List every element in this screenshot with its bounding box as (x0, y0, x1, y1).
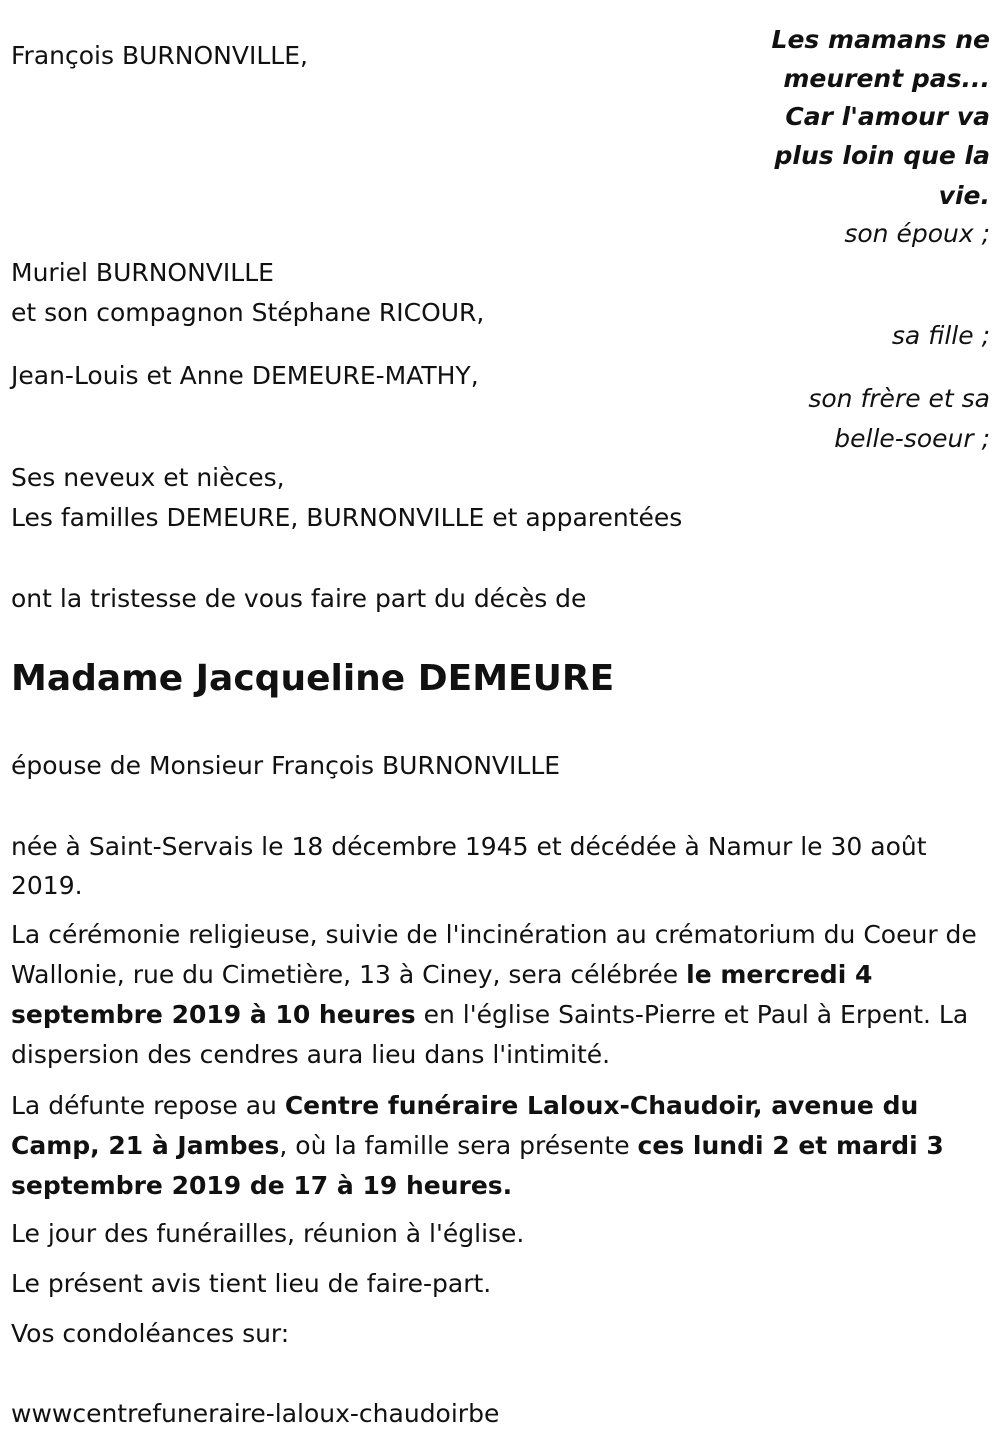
quote-line-3: Car l'amour va (785, 102, 990, 131)
funeral-day-note: Le jour des funérailles, réunion à l'église. (11, 1219, 525, 1248)
families: Les familles DEMEURE, BURNONVILLE et apparentées (11, 503, 683, 532)
brother-name: Jean-Louis et Anne DEMEURE-MATHY, (11, 361, 479, 390)
visitation-place: Centre funéraire Laloux-Chaudoir, avenue du Camp, 21 à Jambes (11, 1091, 919, 1160)
visitation-dates: ces lundi 2 et mardi 3 septembre 2019 de 17 à 19 heures. (11, 1131, 944, 1200)
spouse-name: François BURNONVILLE, (11, 41, 308, 70)
quote-line-2: meurent pas... (783, 64, 990, 93)
visitation-paragraph (11, 1086, 986, 1206)
brother-relation-line-1: son frère et sa (808, 384, 990, 413)
visitation-text-1: La défunte repose au (11, 1091, 285, 1120)
condolences-website: wwwcentrefuneraire-laloux-chaudoirbe (11, 1399, 500, 1428)
quote-line-4: plus loin que la (774, 141, 990, 170)
notice-note: Le présent avis tient lieu de faire-part. (11, 1269, 492, 1298)
daughter-name: Muriel BURNONVILLE (11, 258, 274, 287)
ceremony-paragraph (11, 915, 986, 1075)
birth-death-line-1: née à Saint-Servais le 18 décembre 1945 et décédée à Namur le 30 août (11, 832, 927, 861)
condolences-label: Vos condoléances sur: (11, 1319, 290, 1348)
spouse-of: épouse de Monsieur François BURNONVILLE (11, 751, 561, 780)
announcement: ont la tristesse de vous faire part du décès de (11, 584, 587, 613)
quote-line-5: vie. (938, 181, 990, 210)
daughter-relation: sa fille ; (891, 321, 990, 350)
daughter-partner: et son compagnon Stéphane RICOUR, (11, 298, 485, 327)
ceremony-text-1: La cérémonie religieuse, suivie de l'incinération au crématorium du Coeur de Wallonie, rue du Cimetière, 13 à Ciney, sera célébrée (11, 920, 977, 989)
spouse-relation: son époux ; (844, 219, 990, 248)
ceremony-text-2: en l'église Saints-Pierre et Paul à Erpent. La dispersion des cendres aura lieu dans l'intimité. (11, 1000, 969, 1069)
deceased-name: Madame Jacqueline DEMEURE (11, 658, 615, 699)
quote-line-1: Les mamans ne (771, 25, 990, 54)
ceremony-date: le mercredi 4 septembre 2019 à 10 heures (11, 960, 873, 1029)
brother-relation-line-2: belle-soeur ; (834, 424, 990, 453)
birth-death-line-2: 2019. (11, 871, 83, 900)
visitation-text-2: , où la famille sera présente (279, 1131, 638, 1160)
nephews-nieces: Ses neveux et nièces, (11, 463, 285, 492)
